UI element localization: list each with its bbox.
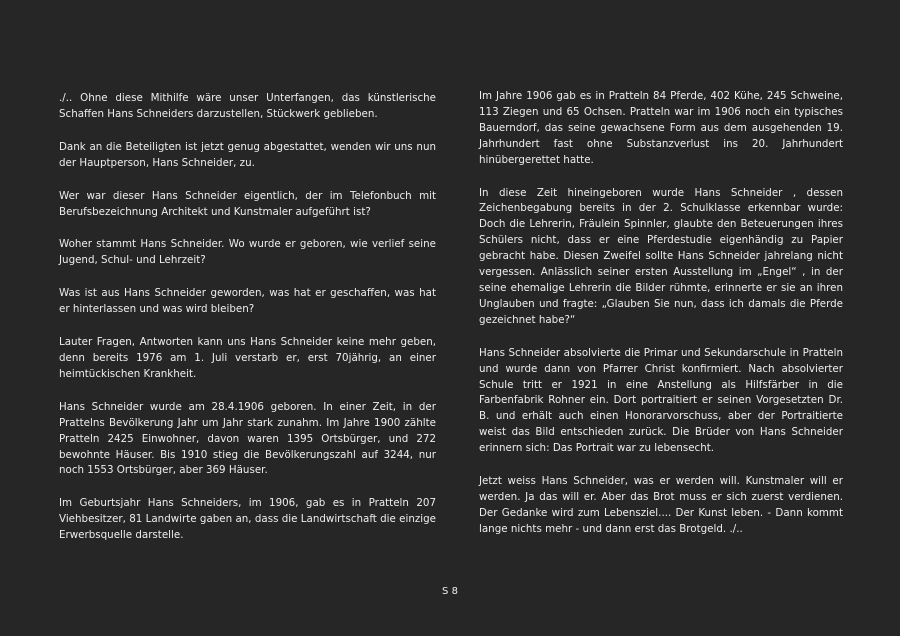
paragraph: Lauter Fragen, Antworten kann uns Hans Schneider keine mehr geben, denn bereits 1976 am 1. Juli verstarb er, erst 70jährig, an einer heimtückischen Krankheit. [59, 336, 436, 380]
paragraph: Im Jahre 1906 gab es in Pratteln 84 Pferde, 402 Kühe, 245 Schweine, 113 Ziegen und 65 Ochsen. Pratteln war im 1906 noch ein typisches Bauerndorf, das seine gewachsene Form aus dem ausgehenden 19. Jahrhundert fast ohne Substanzverlust ins 20. Jahrhundert hinübergerettet hatte. [479, 90, 843, 166]
paragraph: Hans Schneider absolvierte die Primar und Sekundarschule in Pratteln und wurde dann von Pfarrer Christ konfirmiert. Nach absolvierter Schule tritt er 1921 in eine Anstellung als Hilfsfärber in die Farbenfabrik Rohner ein. Dort portraitiert er seinen Vorgesetzten Dr. B. und erhält auch einen Honorarvorschuss, aber der Portraitierte weist das Bild entschieden zurück. Die Brüder von Hans Schneider erinnern sich: Das Portrait war zu lebensecht. [479, 346, 843, 455]
paragraph: Im Geburtsjahr Hans Schneiders, im 1906, gab es in Pratteln 207 Viehbesitzer, 81 Landwirte gaben an, dass die Landwirtschaft die einzige Erwerbsquelle darstelle. [59, 497, 436, 542]
paragraph: Hans Schneider wurde am 28.4.1906 geboren. In einer Zeit, in der Prattelns Bevölkerung Jahr um Jahr stark zunahm. Im Jahre 1900 zählte Pratteln 2425 Einwohner, davon waren 1395 Ortsbürger, und 272 bewohnte Häuser. Bis 1910 stieg die Bevölkerungszahl auf 3244, nur noch 1553 Ortsbürger, aber 369 Häuser. [59, 400, 436, 477]
paragraph: Wer war dieser Hans Schneider eigentlich, der im Telefonbuch mit Berufsbezeichnung Architekt und Kunstmaler aufgeführt ist? [59, 189, 436, 218]
paragraph: In diese Zeit hineingeboren wurde Hans Schneider , dessen Zeichenbegabung bereits in der 2. Schulklasse erkennbar wurde: Doch die Lehrerin, Fräulein Spinnler, glaubte den Beteuerungen ihres Schülers nicht, dass er eine Pferdestudie eigenhändig zu Papier gebracht habe. Diesen Zweifel sollte Hans Schneider jahrelang nicht vergessen. Anlässlich seiner ersten Ausstellung im „Engel“ , in der seine ehemalige Lehrerin die Bilder rühmte, erinnerte er sie an ihren Unglauben und fragte: „Glauben Sie nun, dass ich damals die Pferde gezeichnet habe?“ [479, 186, 843, 326]
left-text-column [59, 91, 436, 561]
right-text-column [479, 89, 843, 555]
page-number: S 8 [442, 586, 458, 597]
paragraph: Dank an die Beteiligten ist jetzt genug abgestattet, wenden wir uns nun der Hauptperson, Hans Schneider, zu. [59, 140, 436, 169]
paragraph: Jetzt weiss Hans Schneider, was er werden will. Kunstmaler will er werden. Ja das will er. Aber das Brot muss er sich zuerst verdienen. Der Gedanke wird zum Lebensziel.... Der Kunst leben. - Dann kommt lange nichts mehr - und dann erst das Brotgeld. ./.. [479, 475, 843, 535]
paragraph: ./.. Ohne diese Mithilfe wäre unser Unterfangen, das künstlerische Schaffen Hans Schneiders darzustellen, Stückwerk geblieben. [59, 92, 436, 120]
paragraph: Woher stammt Hans Schneider. Wo wurde er geboren, wie verlief seine Jugend, Schul- und Lehrzeit? [59, 238, 436, 267]
paragraph: Was ist aus Hans Schneider geworden, was hat er geschaffen, was hat er hinterlassen und was wird bleiben? [59, 287, 436, 316]
